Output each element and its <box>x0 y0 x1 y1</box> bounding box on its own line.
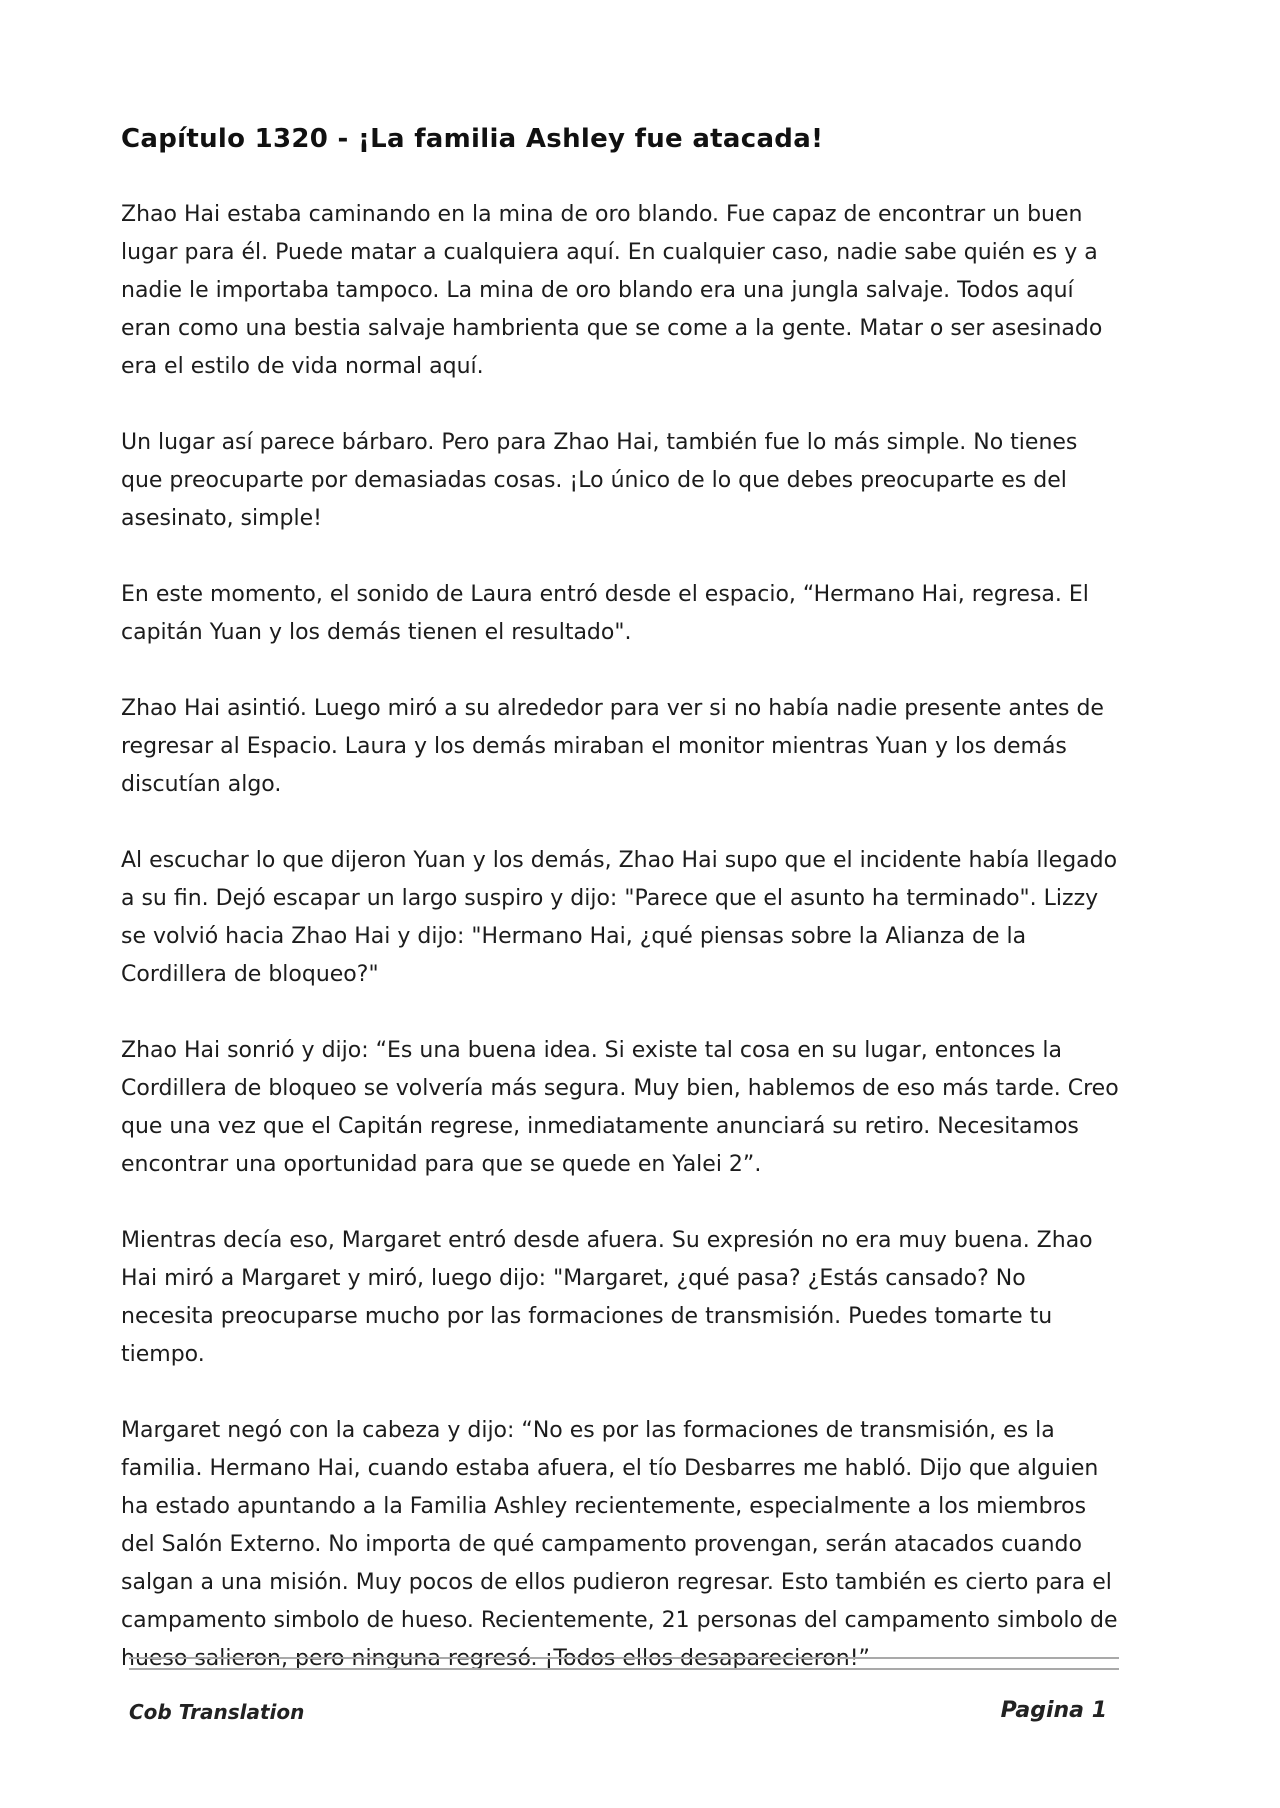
paragraph-1: Zhao Hai estaba caminando en la mina de oro blando. Fue capaz de encontrar un buen lugar para él. Puede matar a cualquiera aquí. En cualquier caso, nadie sabe quién es y a nadie le importaba tampoco. La mina de oro blando era una jungla salvaje. Todos aquí eran como una bestia salvaje hambrienta que se come a la gente. Matar o ser asesinado era el estilo de vida normal aquí. <box>121 202 1103 379</box>
paragraph-2: Un lugar así parece bárbaro. Pero para Zhao Hai, también fue lo más simple. No tienes que preocuparte por demasiadas cosas. ¡Lo único de lo que debes preocuparte es del asesinato, simple! <box>121 430 1078 531</box>
footer-divider-top <box>129 1657 1119 1659</box>
chapter-title: Capítulo 1320 - ¡La familia Ashley fue atacada! <box>121 124 824 154</box>
footer-translator-credit: Cob Translation <box>129 1700 305 1724</box>
paragraph-7: Mientras decía eso, Margaret entró desde afuera. Su expresión no era muy buena. Zhao Hai miró a Margaret y miró, luego dijo: "Margaret, ¿qué pasa? ¿Estás cansado? No necesita preocuparse mucho por las formaciones de transmisión. Puedes tomarte tu tiempo. <box>121 1228 1093 1367</box>
footer-page-number: Pagina 1 <box>1000 1698 1107 1723</box>
paragraph-4: Zhao Hai asintió. Luego miró a su alrededor para ver si no había nadie presente antes de regresar al Espacio. Laura y los demás miraban el monitor mientras Yuan y los demás discutían algo. <box>121 696 1104 797</box>
paragraph-6: Zhao Hai sonrió y dijo: “Es una buena idea. Si existe tal cosa en su lugar, entonces la Cordillera de bloqueo se volvería más segura. Muy bien, hablemos de eso más tarde. Creo que una vez que el Capitán regrese, inmediatamente anunciará su retiro. Necesitamos encontrar una oportunidad para que se quede en Yalei 2”. <box>121 1038 1119 1177</box>
footer-divider-bottom <box>129 1668 1119 1670</box>
chapter-body <box>121 196 1121 1716</box>
paragraph-3: En este momento, el sonido de Laura entró desde el espacio, “Hermano Hai, regresa. El capitán Yuan y los demás tienen el resultado". <box>121 582 1089 645</box>
paragraph-5: Al escuchar lo que dijeron Yuan y los demás, Zhao Hai supo que el incidente había llegado a su fin. Dejó escapar un largo suspiro y dijo: "Parece que el asunto ha terminado". Lizzy se volvió hacia Zhao Hai y dijo: "Hermano Hai, ¿qué piensas sobre la Alianza de la Cordillera de bloqueo?" <box>121 848 1118 987</box>
document-page <box>121 0 1121 1808</box>
paragraph-8: Margaret negó con la cabeza y dijo: “No es por las formaciones de transmisión, es la familia. Hermano Hai, cuando estaba afuera, el tío Desbarres me habló. Dijo que alguien ha estado apuntando a la Familia Ashley recientemente, especialmente a los miembros del Salón Externo. No importa de qué campamento provengan, serán atacados cuando salgan a una misión. Muy pocos de ellos pudieron regresar. Esto también es cierto para el campamento simbolo de hueso. Recientemente, 21 personas del campamento simbolo de hueso salieron, pero ninguna regresó. ¡Todos ellos desaparecieron!” <box>121 1418 1118 1671</box>
